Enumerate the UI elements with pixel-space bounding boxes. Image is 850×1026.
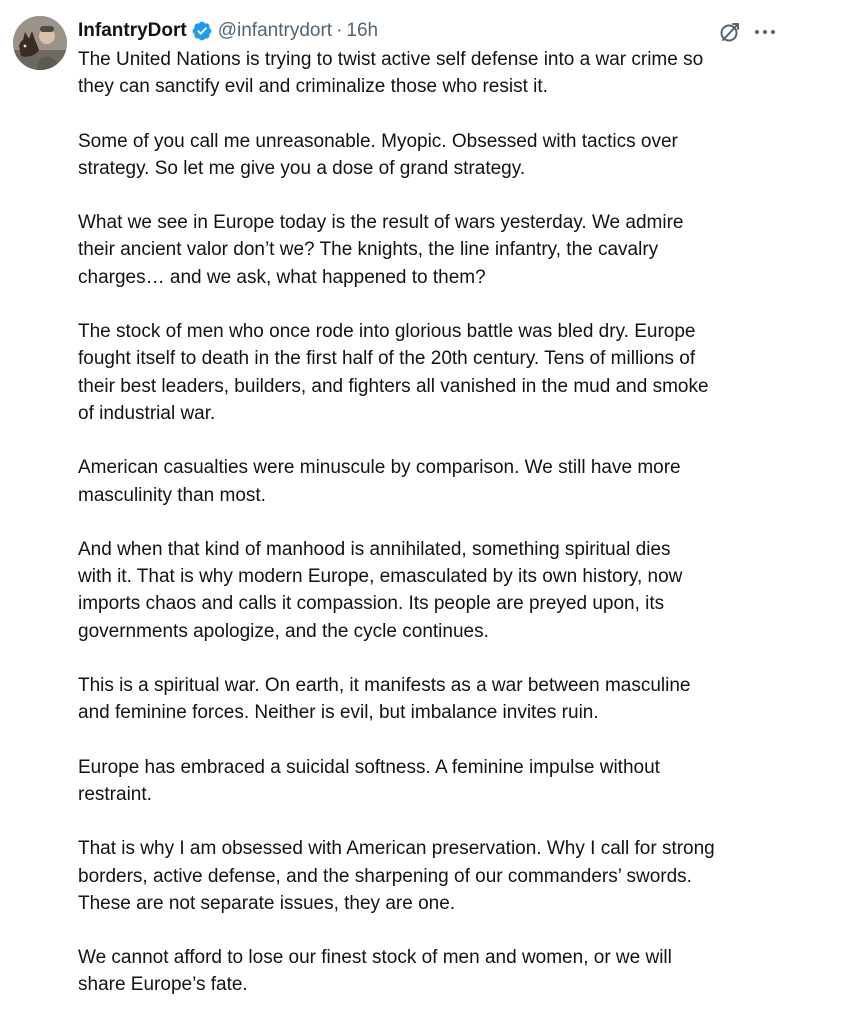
- tweet-paragraph: And when that kind of manhood is annihilated, something spiritual dies with it. That is why modern Europe, emasculated by its own history, now imports chaos and calls it compassion. Its people are preyed upon, its governments apologize, and the cycle continues.: [78, 538, 683, 642]
- timestamp[interactable]: 16h: [346, 20, 379, 41]
- verified-badge-icon: [191, 20, 213, 42]
- separator-dot: ·: [336, 20, 343, 41]
- tweet-header: [78, 17, 378, 45]
- more-options-icon[interactable]: [752, 20, 778, 44]
- avatar[interactable]: [13, 16, 67, 70]
- tweet-text: [78, 46, 808, 1026]
- tweet-paragraph: American casualties were minuscule by comparison. We still have more masculinity than most.: [78, 457, 681, 506]
- tweet-paragraph: What we see in Europe today is the result of wars yesterday. We admire their ancient valor don’t we? The knights, the line infantry, the cavalry charges… and we ask, what happened to them?: [78, 212, 684, 288]
- handle[interactable]: @infantrydort: [217, 20, 333, 41]
- grok-icon[interactable]: [718, 20, 742, 44]
- tweet-paragraph: This is a spiritual war. On earth, it manifests as a war between masculine and feminine forces. Neither is evil, but imbalance invites ruin.: [78, 675, 691, 724]
- tweet-paragraph: Some of you call me unreasonable. Myopic. Obsessed with tactics over strategy. So let me give you a dose of grand strategy.: [78, 130, 678, 179]
- tweet-paragraph: The stock of men who once rode into glorious battle was bled dry. Europe fought itself to death in the first half of the 20th century. Tens of millions of their best leaders, builders, and fighters all vanished in the mud and smoke of industrial war.: [78, 321, 709, 424]
- tweet-paragraph: That is why I am obsessed with American preservation. Why I call for strong borders, active defense, and the sharpening of our commanders’ swords. These are not separate issues, they are one.: [78, 838, 715, 914]
- avatar-image: [13, 16, 67, 70]
- tweet-paragraph: We cannot afford to lose our finest stock of men and women, or we will share Europe’s fate.: [78, 947, 672, 996]
- display-name[interactable]: InfantryDort: [78, 20, 187, 41]
- tweet-paragraph: The United Nations is trying to twist active self defense into a war crime so they can sanctify evil and criminalize those who resist it.: [78, 49, 704, 98]
- tweet-paragraph: Europe has embraced a suicidal softness. A feminine impulse without restraint.: [78, 756, 660, 805]
